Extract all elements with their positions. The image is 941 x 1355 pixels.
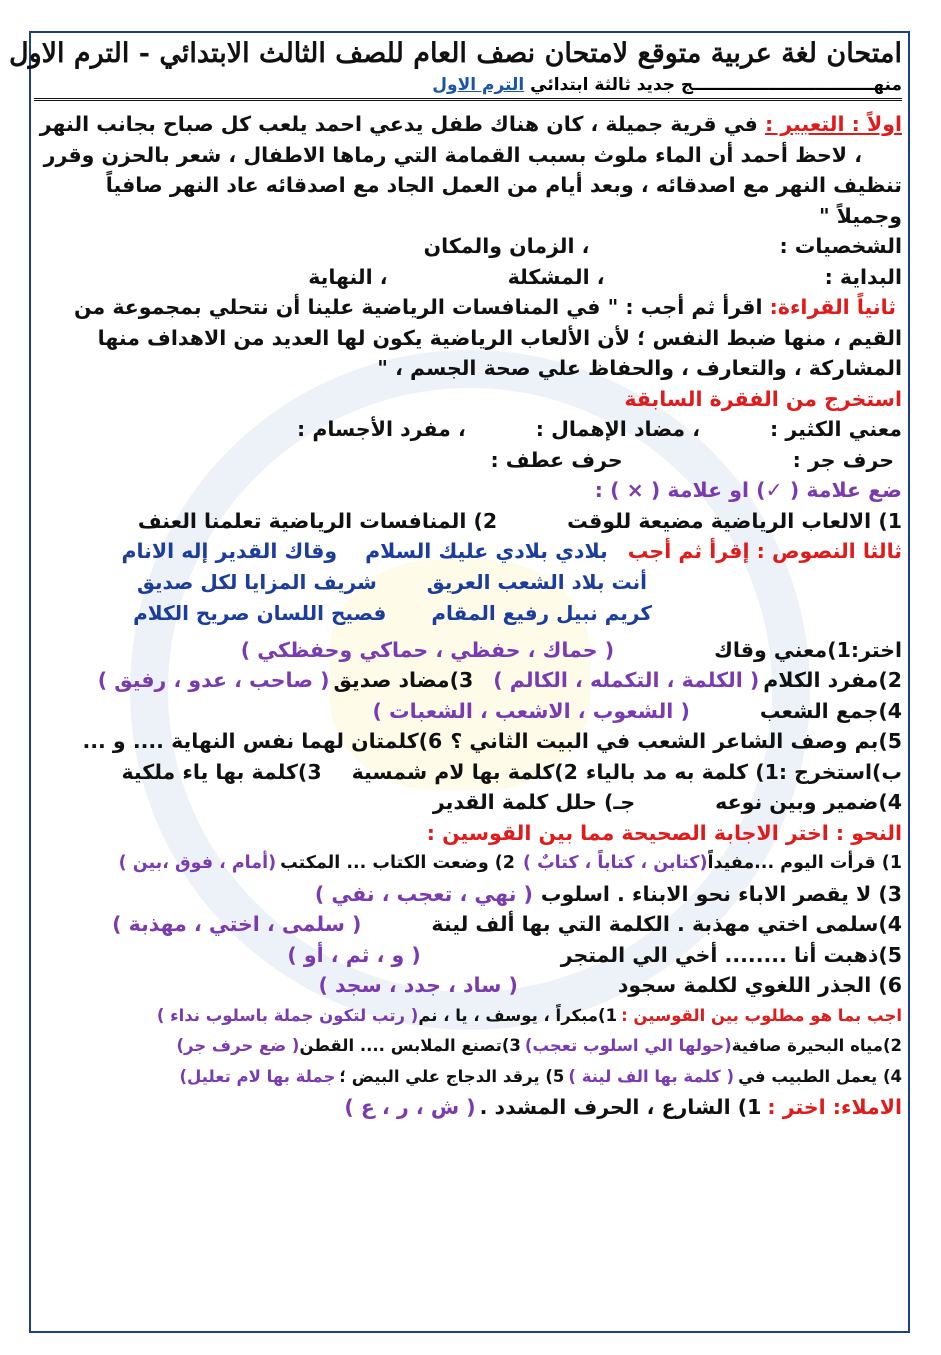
texts-header: ثالثا النصوص : إقرأ ثم أجب بلادي بلادي عليك السلام وقاك القدير إله الانام [34, 536, 902, 567]
expression-line-4: وجميلاً " [818, 203, 902, 228]
dictation-line: الاملاء: اختر : 1) الشارع ، الحرف المشدد . ( ش ، ر ، ع ) [34, 1092, 902, 1123]
answer-line-1: اجب بما هو مطلوب بين القوسين : 1)مبكراً ، يوسف ، يا ، نم ( رتب لتكون جملة باسلوب نداء ) [34, 1001, 902, 1032]
grammar-q1-q2: 1) قرأت اليوم ...مفيداً (كتابن ، كتاباً ، كتابٌ ) 2) وضعت الكتاب ... المكتب (أمام ، فوق ،بين ) [118, 853, 902, 873]
texts-q5-q6: 5)بم وصف الشاعر الشعب في البيت الثاني ؟ 6)كلمتان لهما نفس النهاية .... و ... [82, 729, 902, 753]
reading-line-3: المشاركة ، والتعارف ، والحفاظ علي صحة الجسم ، " [377, 356, 902, 380]
grammar-q4: 4)سلمى اختي مهذبة . الكلمة التي بها ألف لينة ( سلمى ، اختي ، مهذبة ) [112, 912, 902, 936]
grammar-q3: 3) لا يقصر الاباء نحو الابناء . اسلوب ( نهي ، تعجب ، نفي ) [314, 881, 902, 906]
poem-verse-2: أنت بلاد الشعب العريق شريف المزايا لكل صديق [136, 569, 647, 594]
grammar-q5: 5)ذهبت أنا ........ أخي الي المتجر ( و ، ثم ، أو ) [287, 942, 902, 967]
expression-line-2: ، لاحظ أحمد أن الماء ملوث بسبب القمامة التي رماها الاطفال ، شعر بالحزن وقرر [43, 142, 862, 167]
grammar-label: النحو : اختر الاجابة الصحيحة مما بين القوسين : [426, 820, 902, 845]
expression-line-3: تنظيف النهر مع اصدقائه ، وبعد أيام من العمل الجاد مع اصدقائه عاد النهر صافياً [105, 173, 902, 197]
extract-fields-2: حرف جر : حرف عطف : [490, 447, 894, 472]
extract-fields-1: معني الكثير : ، مضاد الإهمال : ، مفرد الأجسام : [297, 417, 902, 441]
term-label: الترم الاول [432, 75, 525, 95]
answer-line-3: 4) يعمل الطبيب في ( كلمة بها الف لينة ) 5) يرقد الدجاج علي البيض ؛ جملة بها لام تعليل) [179, 1066, 902, 1086]
texts-label: ثالثا النصوص : إقرأ ثم أجب [627, 539, 902, 563]
choose-q1: اختر:1)معني وقاك ( حماك ، حفظي ، حماكي وحفظكي ) [240, 637, 902, 662]
subtitle: منهـــــــــــــــــــــــــــــــج جديد ثالثة ابتدائي [530, 75, 902, 95]
reading-label: ثانياً القراءة: [769, 295, 896, 319]
mark-questions: 1) الالعاب الرياضية مضيعة للوقت 2) المنافسات الرياضية تعلمنا العنف [137, 508, 902, 533]
grammar-q6: 6) الجذر اللغوي لكلمة سجود ( ساد ، جدد ، سجد ) [318, 973, 902, 997]
extract-label: استخرج من الفقرة السابقة [624, 386, 902, 411]
expression-label: اولاً : التعبير : [765, 112, 902, 136]
exam-page [8, 34, 902, 1123]
expression-fields-1: الشخصيات : ، الزمان والمكان [423, 234, 902, 258]
choose-q2-q3: 2)مفرد الكلام ( الكلمة ، التكمله ، الكالم ) 3)مضاد صديق ( صاحب ، عدو ، رفيق ) [97, 668, 902, 692]
expression-fields-2: البداية : ، المشكلة ، النهاية [308, 264, 902, 289]
answer-line-2: 2)مياه البحيرة صافية (حولها الي اسلوب تعجب) 3)تصنع الملابس .... القطن ( ضع حرف جر) [176, 1036, 902, 1055]
reading-line-2: القيم ، منها ضبط النفس ؛ لأن الألعاب الرياضية يكون لها العديد من الاهداف منها [97, 325, 902, 350]
choose-q4: 4)جمع الشعب ( الشعوب ، الاشعب ، الشعبات ) [372, 698, 902, 723]
dictation-label: الاملاء: اختر : [767, 1095, 902, 1119]
texts-extract-2: 4)ضمير وبين نوعه جـ) حلل كلمة القدير [432, 790, 902, 814]
reading-line-1: ثانياً القراءة: اقرأ ثم أجب : " في المنافسات الرياضية علينا أن نتحلي بمجموعة من [74, 295, 896, 319]
texts-extract: ب)استخرج :1) كلمة به مد بالياء 2)كلمة بها لام شمسية 3)كلمة بها ياء ملكية [121, 759, 902, 784]
subtitle-line [34, 72, 902, 101]
answer-label: اجب بما هو مطلوب بين القوسين : [621, 1005, 902, 1025]
poem-verse-3: كريم نبيل رفيع المقام فصيح اللسان صريح الكلام [133, 600, 652, 625]
expression-line-1: اولاً : التعبير : في قرية جميلة ، كان هناك طفل يدعي احمد يلعب كل صباح بجانب النهر [39, 112, 902, 136]
mark-label: ضع علامة ( ✓) او علامة ( × ) : [594, 478, 902, 502]
exam-title: امتحان لغة عربية متوقع لامتحان نصف العام للصف الثالث الابتدائي - الترم الاول [8, 38, 902, 69]
